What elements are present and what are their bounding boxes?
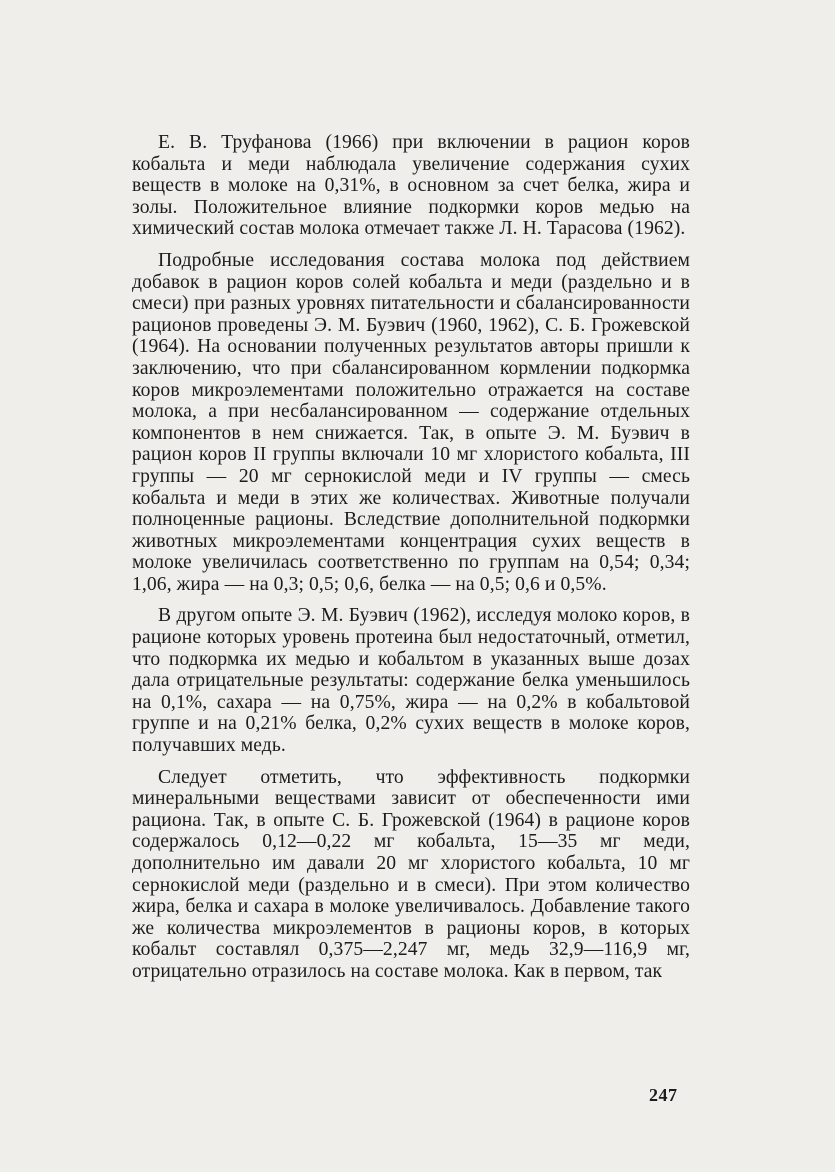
paragraph-1: Е. В. Труфанова (1966) при включении в рацион коров кобальта и меди наблюдала увеличение содержания сухих веществ в молоке на 0,31%, в основном за счет белка, жира и золы. Положительное влияние подкормки коров медью на химический состав молока отмечает также Л. Н. Тарасова (1962). [132,132,690,240]
paragraph-3: В другом опыте Э. М. Буэвич (1962), исследуя молоко коров, в рационе которых уровень протеина был недостаточный, отметил, что подкормка их медью и кобальтом в указанных выше дозах дала отрицательные результаты: содержание белка уменьшилось на 0,1%, сахара — на 0,75%, жира — на 0,2% в кобальтовой группе и на 0,21% белка, 0,2% сухих веществ в молоке коров, получавших медь. [132,605,690,757]
page-number: 247 [649,1085,678,1105]
body-text [132,132,690,993]
paragraph-4: Следует отметить, что эффективность подкормки минеральными веществами зависит от обеспеченности ими рациона. Так, в опыте С. Б. Грожевской (1964) в рационе коров содержалось 0,12—0,22 мг кобальта, 15—35 мг меди, дополнительно им давали 20 мг хлористого кобальта, 10 мг сернокислой меди (раздельно и в смеси). При этом количество жира, белка и сахара в молоке увеличивалось. Добавление такого же количества микроэлементов в рационы коров, в которых кобальт составлял 0,375—2,247 мг, медь 32,9—116,9 мг, отрицательно отразилось на составе молока. Как в первом, так [132,766,690,982]
paragraph-2: Подробные исследования состава молока под действием добавок в рацион коров солей кобальта и меди (раздельно и в смеси) при разных уровнях питательности и сбалансированности рационов проведены Э. М. Буэвич (1960, 1962), С. Б. Грожевской (1964). На основании полученных результатов авторы пришли к заключению, что при сбалансированном кормлении подкормка коров микроэлементами положительно отражается на составе молока, а при несбалансированном — содержание отдельных компонентов в нем снижается. Так, в опыте Э. М. Буэвич в рацион коров II группы включали 10 мг хлористого кобальта, III группы — 20 мг сернокислой меди и IV группы — смесь кобальта и меди в этих же количествах. Животные получали полноценные рационы. Вследствие дополнительной подкормки животных микроэлементами концентрация сухих веществ в молоке увеличилась соответственно по группам на 0,54; 0,34; 1,06, жира — на 0,3; 0,5; 0,6, белка — на 0,5; 0,6 и 0,5%. [132,249,690,595]
